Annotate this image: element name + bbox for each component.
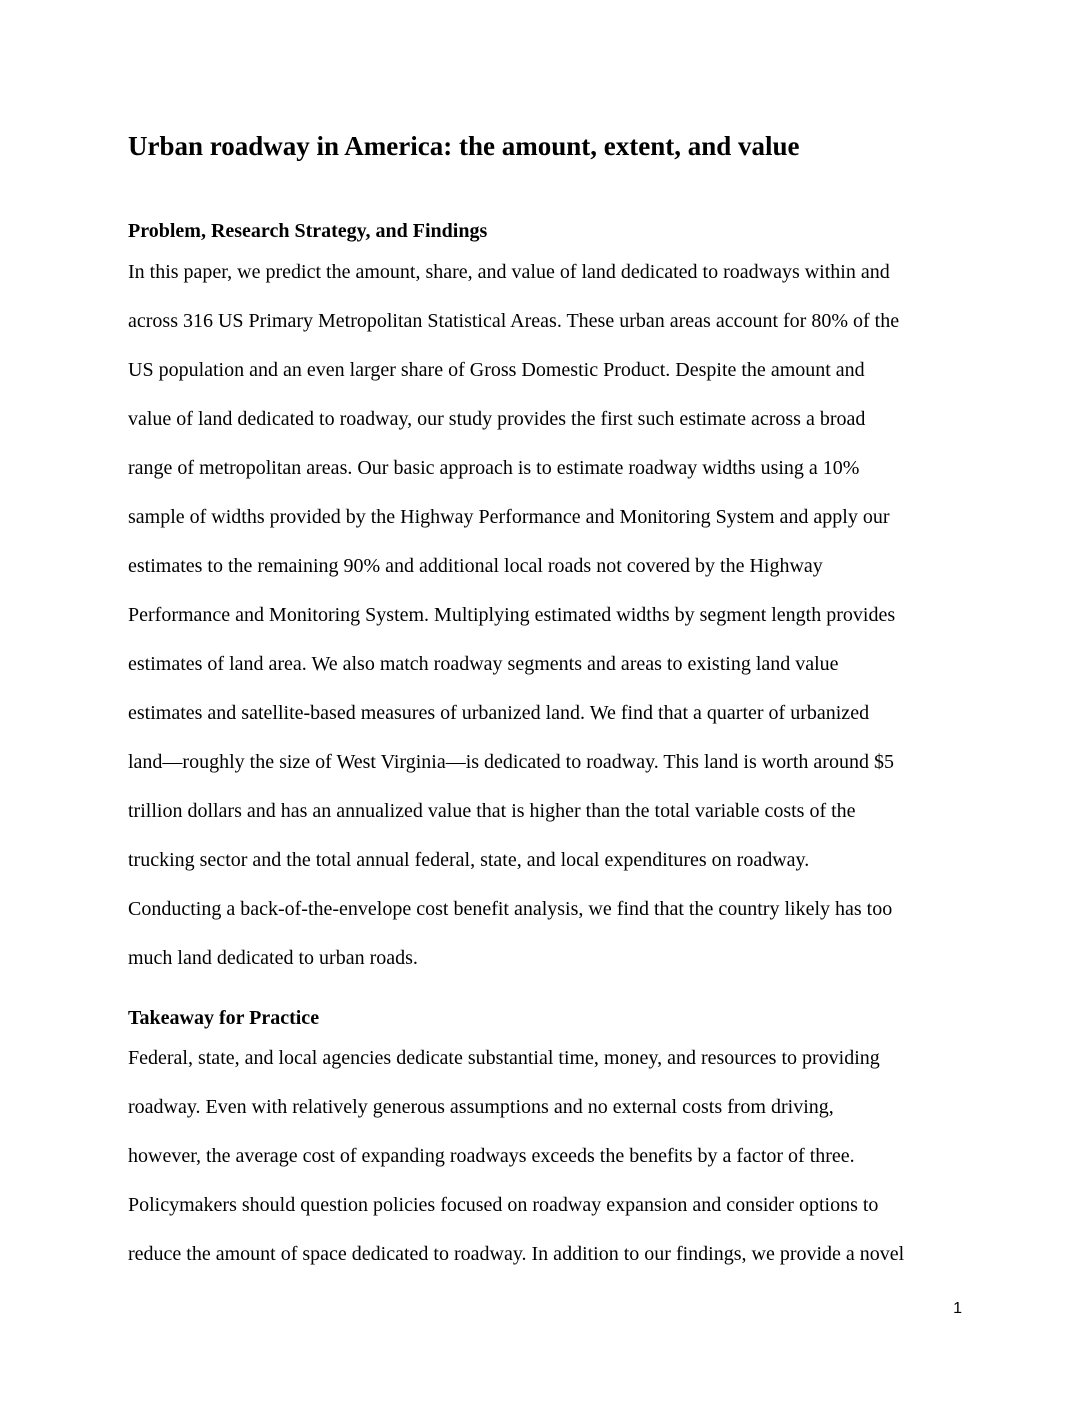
paragraph-line: across 316 US Primary Metropolitan Statistical Areas. These urban areas account for 80% of the (128, 310, 900, 332)
paragraph-line: reduce the amount of space dedicated to roadway. In addition to our findings, we provide a novel (128, 1243, 905, 1265)
paragraph-line: trucking sector and the total annual federal, state, and local expenditures on roadway. (128, 849, 810, 871)
paragraph-line: range of metropolitan areas. Our basic approach is to estimate roadway widths using a 10% (128, 457, 860, 479)
paragraph-line: Federal, state, and local agencies dedicate substantial time, money, and resources to providing (128, 1047, 880, 1069)
paragraph-line: Performance and Monitoring System. Multiplying estimated widths by segment length provides (128, 604, 896, 626)
paragraph-line: however, the average cost of expanding roadways exceeds the benefits by a factor of three. (128, 1145, 855, 1167)
paragraph-line: estimates and satellite-based measures of urbanized land. We find that a quarter of urbanized (128, 702, 870, 724)
paragraph-line: estimates to the remaining 90% and additional local roads not covered by the Highway (128, 555, 823, 577)
paragraph-line: value of land dedicated to roadway, our study provides the first such estimate across a broad (128, 408, 866, 430)
section-heading-problem: Problem, Research Strategy, and Findings (128, 220, 488, 242)
paragraph-line: land—roughly the size of West Virginia—is dedicated to roadway. This land is worth around $5 (128, 751, 894, 773)
paragraph-line: Conducting a back-of-the-envelope cost benefit analysis, we find that the country likely has too (128, 898, 893, 920)
paragraph-line: sample of widths provided by the Highway Performance and Monitoring System and apply our (128, 506, 890, 528)
paragraph-line: Policymakers should question policies focused on roadway expansion and consider options to (128, 1194, 879, 1216)
paper-title: Urban roadway in America: the amount, extent, and value (128, 131, 800, 161)
paragraph-line: US population and an even larger share of Gross Domestic Product. Despite the amount and (128, 359, 865, 381)
page-number: 1 (953, 1300, 962, 1317)
paragraph-line: roadway. Even with relatively generous assumptions and no external costs from driving, (128, 1096, 834, 1118)
paragraph-line: estimates of land area. We also match roadway segments and areas to existing land value (128, 653, 839, 675)
section-heading-takeaway: Takeaway for Practice (128, 1007, 320, 1029)
paragraph-line: much land dedicated to urban roads. (128, 947, 418, 969)
paragraph-line: trillion dollars and has an annualized value that is higher than the total variable costs of the (128, 800, 856, 822)
paragraph-line: In this paper, we predict the amount, share, and value of land dedicated to roadways within and (128, 261, 890, 283)
